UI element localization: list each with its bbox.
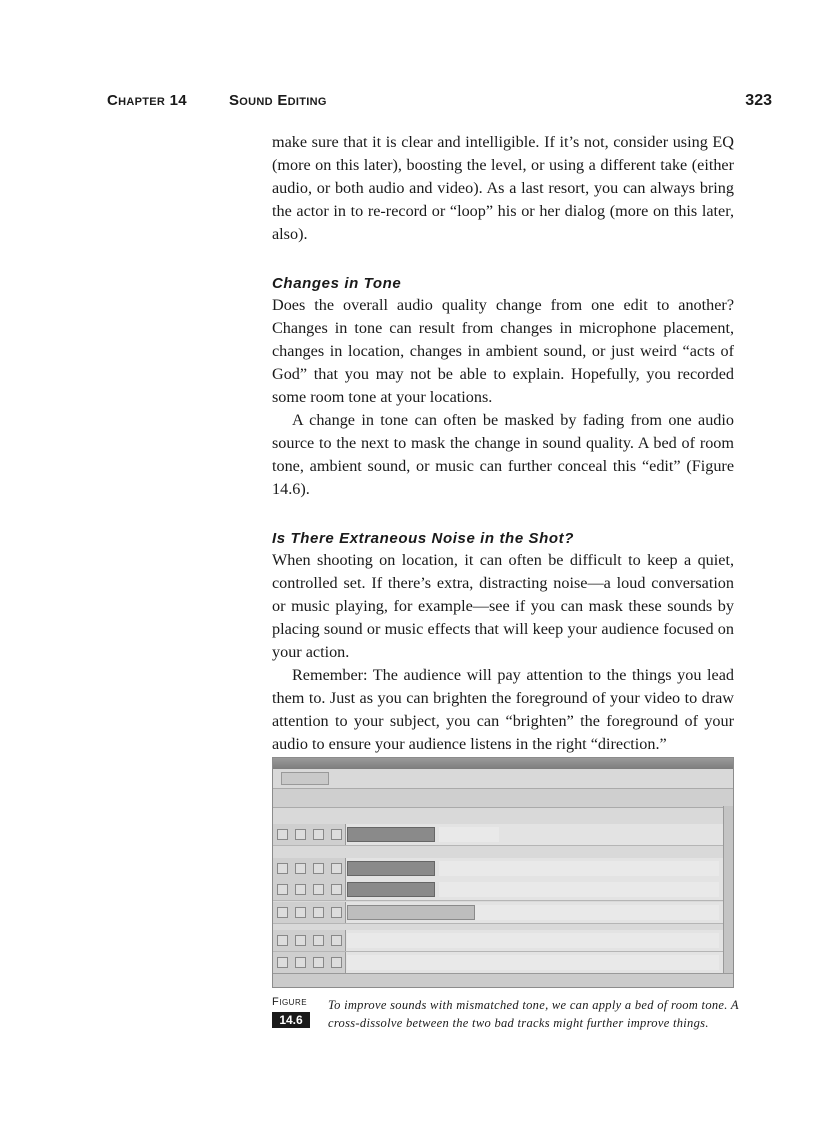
paragraph: When shooting on location, it can often be difficult to keep a quiet, controlled set. If there’s extra, distracting noise—a loud conversation or music playing, for example—see if you can mask these sounds by placing sound or music effects that will keep your audience focused on your action. [272, 551, 734, 661]
audio-clip-4 [347, 933, 719, 948]
section-heading-extraneous-noise: Is There Extraneous Noise in the Shot? [272, 530, 575, 547]
figure-number-badge: 14.6 [272, 1012, 310, 1028]
timeline-window-titlebar [273, 758, 733, 769]
paragraph: A change in tone can often be masked by fading from one audio source to the next to mask the change in sound quality. A bed of room tone, ambient sound, or music can further conceal this “edit” (Figure 14.6). [272, 411, 734, 498]
chapter-title: Sound Editing [229, 92, 327, 109]
audio-track-4 [273, 930, 733, 952]
audio-clip-b2 [439, 882, 719, 897]
audio-track-2 [273, 879, 733, 901]
paragraph: Does the overall audio quality change from one edit to another? Changes in tone can result from changes in microphone placement, changes in location, changes in ambient sound, or just weird “acts of God” that you may not be able to explain. Hopefully, you recorded some room tone at your locations. [272, 296, 734, 406]
body-text [272, 131, 734, 756]
room-tone-clip-continued [475, 905, 719, 920]
video-clip-b [439, 827, 499, 842]
figure-caption [272, 996, 742, 1032]
timeline-ruler [273, 788, 733, 808]
timeline-status-bar [273, 973, 733, 987]
audio-track-5 [273, 952, 733, 974]
paragraph: make sure that it is clear and intelligible. If it’s not, consider using EQ (more on this later), boosting the level, or using a different take (either audio, or both audio and video). As a last resort, you can always bring the actor in to re-record or “loop” his or her dialog (more on this later, also). [272, 133, 734, 243]
chapter-label: Chapter 14 [107, 92, 187, 109]
audio-track-1 [273, 858, 733, 880]
video-clip-a [347, 827, 435, 842]
room-tone-track [273, 902, 733, 924]
room-tone-clip [347, 905, 475, 920]
video-track [273, 824, 733, 846]
running-head [107, 92, 772, 112]
audio-clip-a2 [347, 882, 435, 897]
figure-caption-text: To improve sounds with mismatched tone, we can apply a bed of room tone. A cross-dissolve between the two bad tracks might further improve things. [328, 998, 739, 1030]
figure-label: Figure [272, 996, 308, 1008]
figure-timeline-screenshot [272, 757, 734, 988]
audio-clip-5 [347, 955, 719, 970]
audio-clip-a1 [347, 861, 435, 876]
timeline-scrollbar [723, 806, 733, 976]
paragraph: Remember: The audience will pay attention to the things you lead them to. Just as you can brighten the foreground of your video to draw attention to your subject, you can “brighten” the foreground of your audio to ensure your audience listens in the right “direction.” [272, 666, 734, 753]
audio-clip-b1 [439, 861, 719, 876]
sequence-tab [281, 772, 329, 785]
section-heading-changes-in-tone: Changes in Tone [272, 275, 402, 292]
page-number: 323 [745, 92, 772, 109]
